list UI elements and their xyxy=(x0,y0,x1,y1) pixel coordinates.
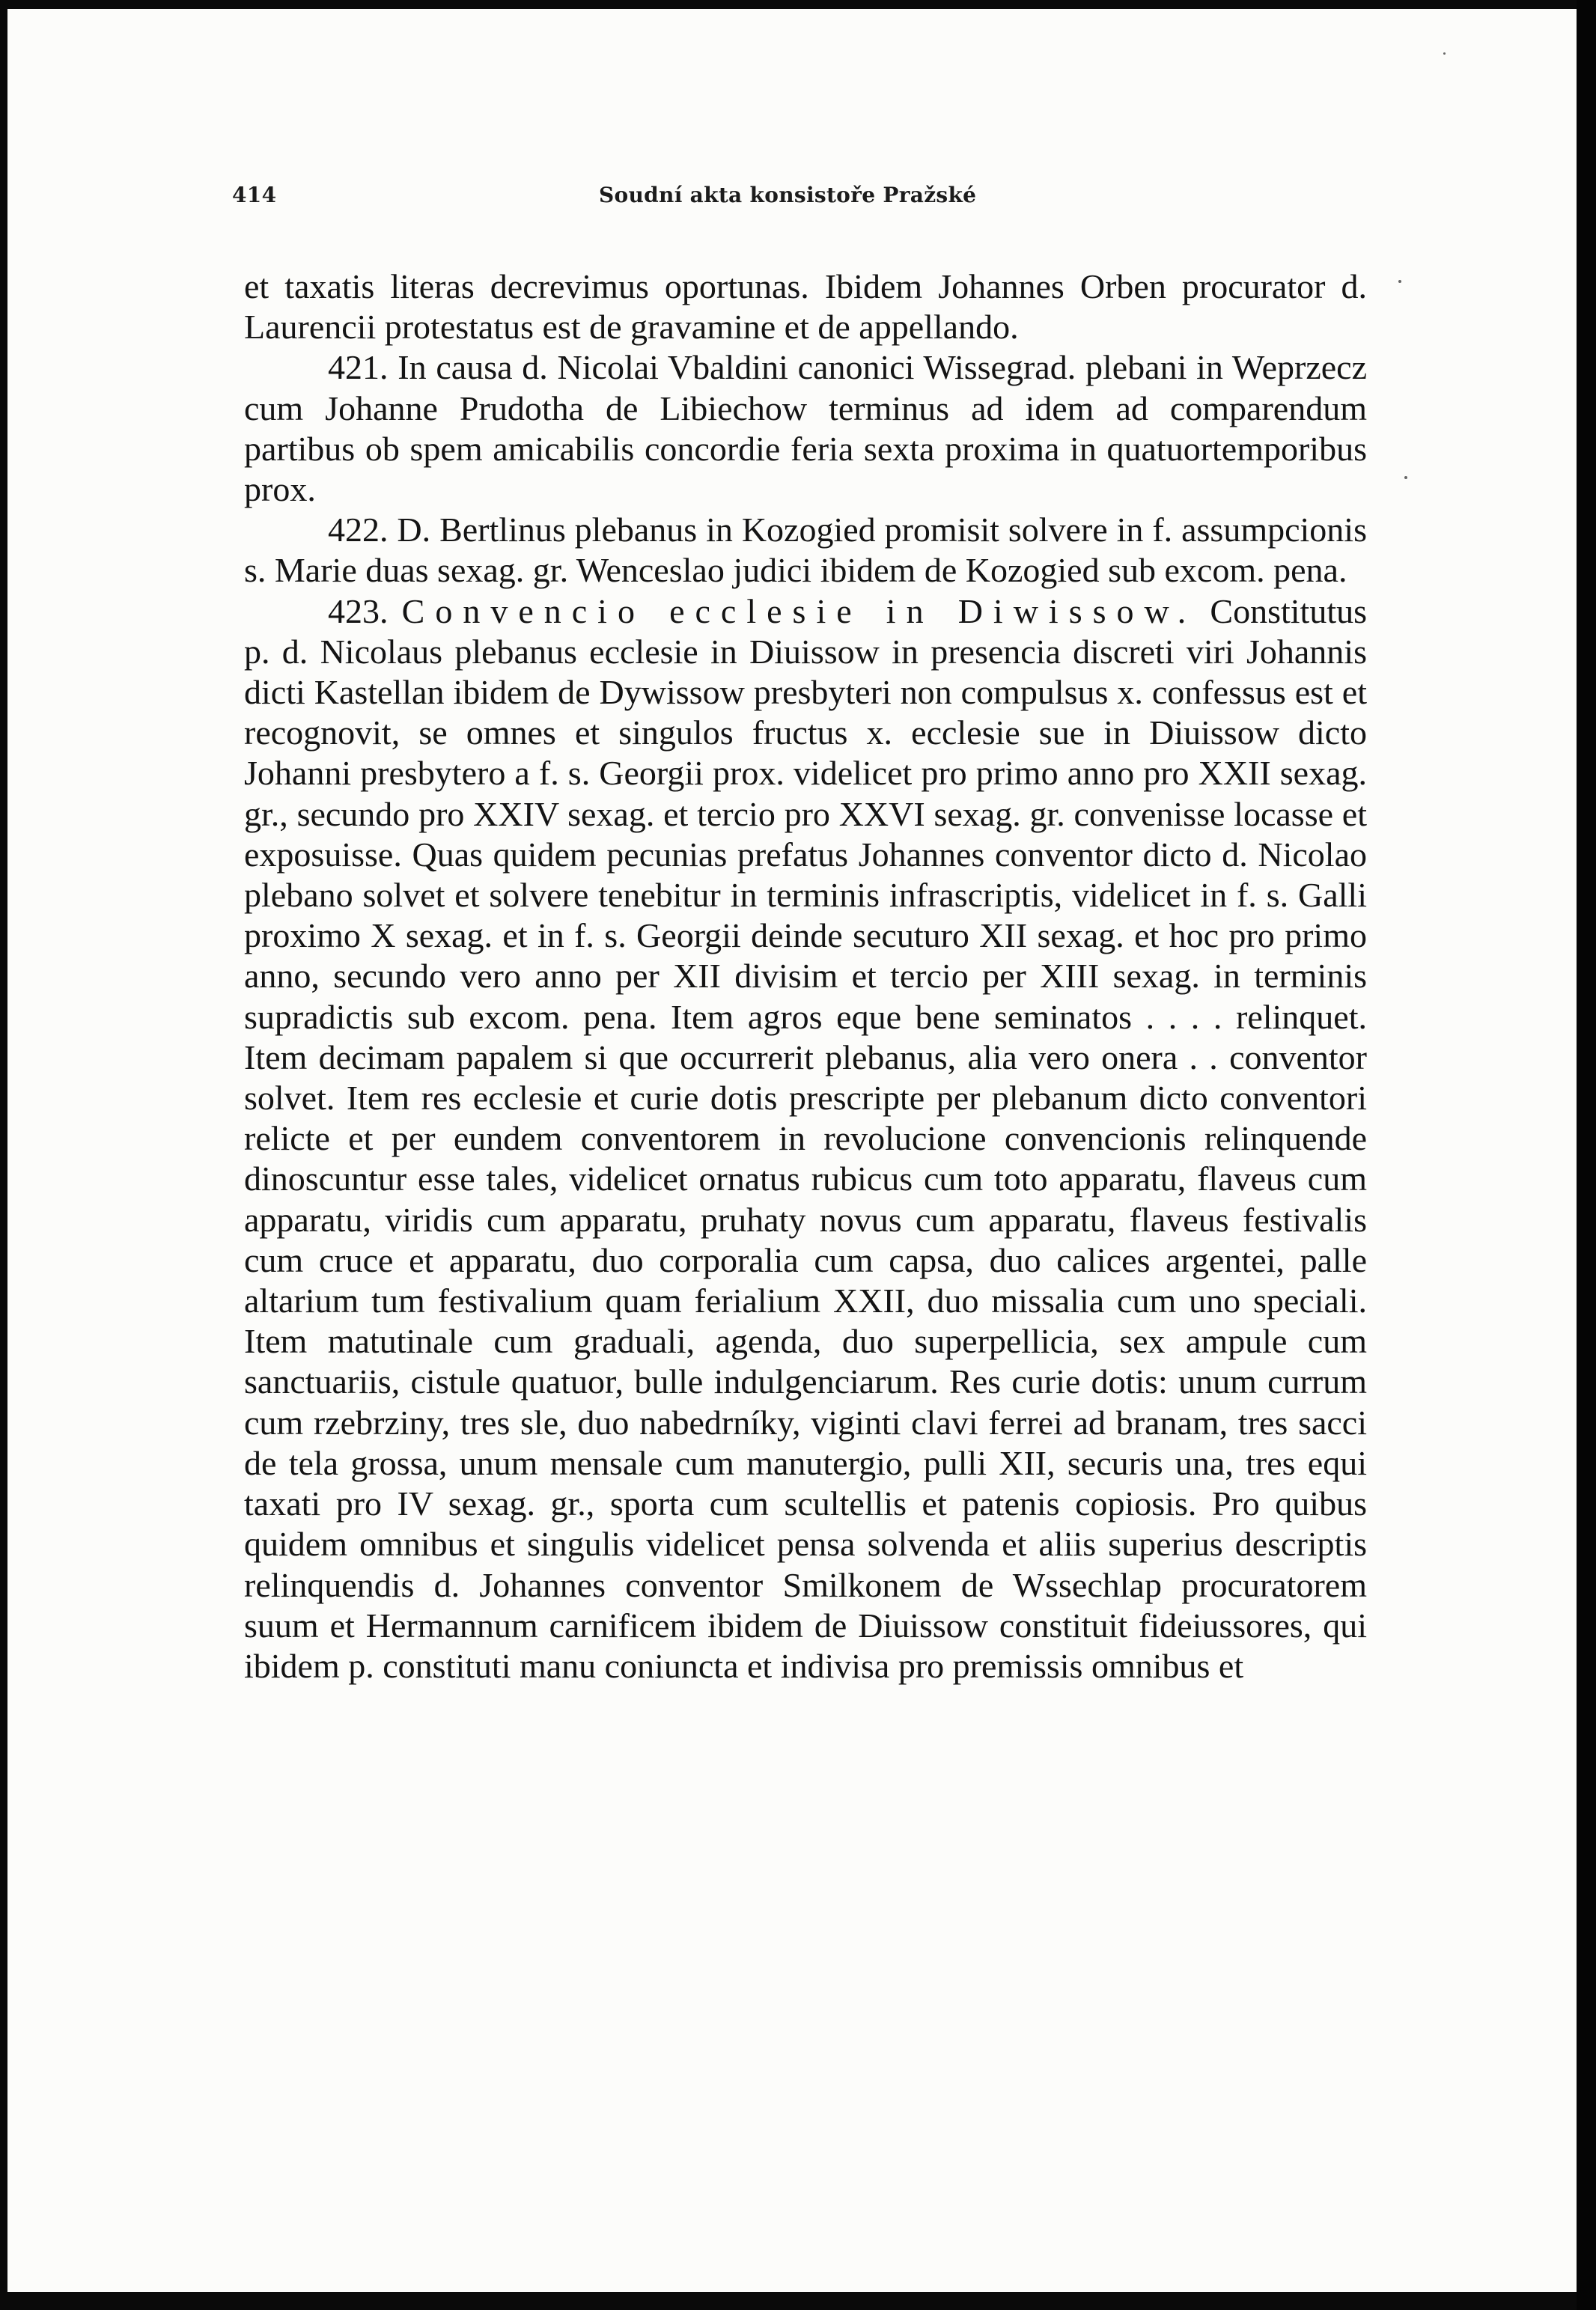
page-header xyxy=(232,183,1370,213)
scan-speck xyxy=(1404,476,1407,479)
paragraph-entry-422: 422. D. Bertlinus plebanus in Kozogied promisit solvere in f. assumpcionis s. Marie duas sexag. gr. Wenceslao judici ibidem de Kozogied sub excom. pena. xyxy=(244,511,1367,590)
scan-speck xyxy=(1443,52,1446,55)
document-page xyxy=(7,9,1577,2292)
entry-body: Constitutus p. d. Nicolaus plebanus ecclesie in Diuissow in presencia discreti viri Johannis dicti Kastellan ibidem de Dywissow presbyteri non compulsus x. confessus est et recognovit, se omnes et singulos fructus x. ecclesie sue in Diuissow dicto Johanni presbytero a f. s. Georgii prox. videlicet pro primo anno pro XXII sexag. gr., secundo pro XXIV sexag. et tercio pro XXVI sexag. gr. convenisse locasse et exposuisse. Quas quidem pecunias prefatus Johannes conventor dicto d. Nicolao plebano solvet et solvere tenebitur in terminis infrascriptis, videlicet in f. s. Galli proximo X sexag. et in f. s. Georgii deinde secuturo XII sexag. et hoc pro primo anno, secundo vero anno per XII divisim et tercio per XIII sexag. in terminis supradictis sub excom. pena. Item agros eque bene seminatos . . . . relinquet. Item decimam papalem si que occurrerit plebanus, alia vero onera . . conventor solvet. Item res ecclesie et curie dotis prescripte per plebanum dicto conventori relicte et per eundem conventorem in revolucione convencionis relinquende dinoscuntur esse tales, videlicet ornatus rubicus cum toto apparatu, flaveus cum apparatu, viridis cum apparatu, pruhaty novus cum apparatu, flaveus festivalis cum cruce et apparatu, duo corporalia cum capsa, duo calices argentei, palle altarium tum festivalium quam ferialium XXII, duo missalia cum uno speciali. Item matutinale cum graduali, agenda, duo superpellicia, sex ampule cum sanctuariis, cistule quatuor, bulle indulgenciarum. Res curie dotis: unum currum cum rzebrziny, tres sle, duo nabedrníky, viginti clavi ferrei ad branam, tres sacci de tela grossa, unum mensale cum manutergio, pulli XII, securis una, tres equi taxati pro IV sexag. gr., sporta cum scultellis et patenis copiosis. Pro quibus quidem omnibus et singulis videlicet pensa solvenda et aliis superius descriptis relinquendis d. Johannes conventor Smilkonem de Wssechlap procuratorem suum et Hermannum carnificem ibidem de Diuissow constituit fideiussores, qui ibidem p. constituti manu coniuncta et indivisa pro premissis omnibus et xyxy=(244,591,1368,1685)
running-title: Soudní akta konsistoře Pražské xyxy=(599,183,977,207)
body-text xyxy=(244,266,1367,1686)
entry-number: 423. xyxy=(328,591,389,630)
scan-speck xyxy=(1398,280,1401,283)
paragraph-entry-423 xyxy=(244,591,1367,1686)
scan-border xyxy=(1577,0,1596,2310)
page-number: 414 xyxy=(232,183,277,207)
paragraph-entry-421: 421. In causa d. Nicolai Vbaldini canonici Wissegrad. plebani in Weprzecz cum Johanne Prudotha de Libiechow terminus ad idem ad comparendum partibus ob spem amicabilis concordie feria sexta proxima in quatuortemporibus prox. xyxy=(244,348,1367,509)
entry-heading: Convencio ecclesie in Diwissow. xyxy=(401,591,1197,630)
paragraph-continuation: et taxatis literas decrevimus oportunas. Ibidem Johannes Orben procurator d. Laurencii protestatus est de gravamine et de appellando. xyxy=(244,267,1367,347)
